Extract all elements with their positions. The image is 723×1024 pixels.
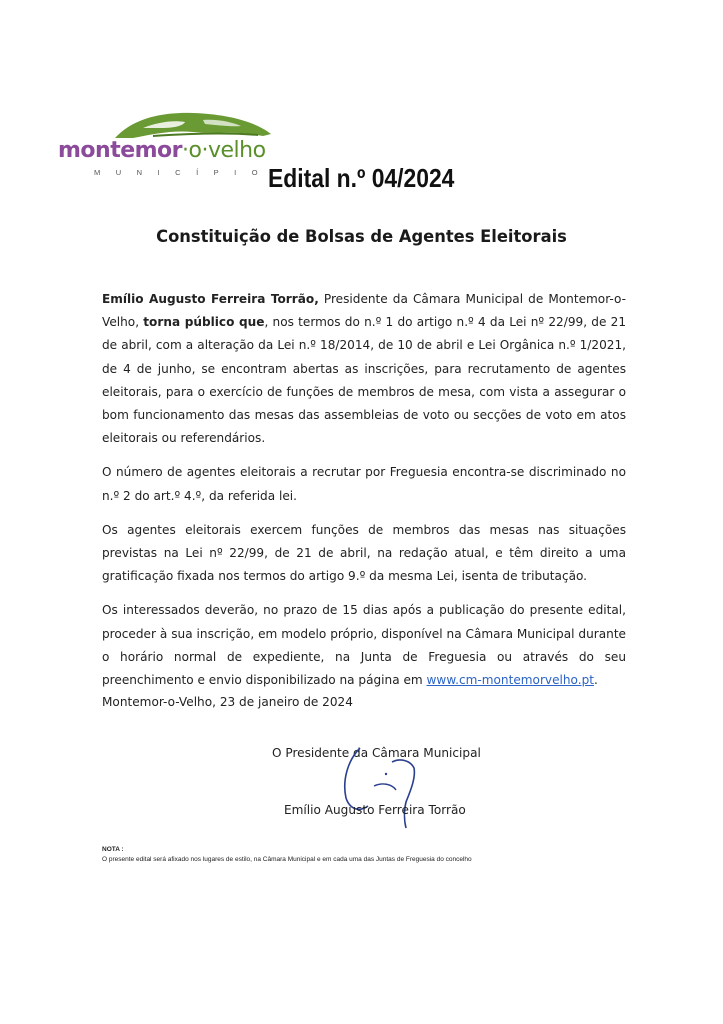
document-body [102, 288, 626, 703]
signatory-title: O Presidente da Câmara Municipal [272, 746, 481, 760]
logo-subtitle: MUNICÍPIO [94, 168, 274, 177]
logo-word-montemor: montemor [58, 138, 183, 163]
website-link[interactable]: www.cm-montemorvelho.pt [426, 673, 594, 688]
edital-title: Edital n.º 04/2024 [268, 163, 455, 193]
torna-publico: torna público que [143, 315, 265, 330]
note-text: O presente edital será afixado nos lugares de estilo, na Câmara Municipal e em cada uma das Juntas de Freguesia do concelho [102, 856, 472, 863]
municipality-logo [58, 108, 273, 188]
paragraph-2: O número de agentes eleitorais a recrutar por Freguesia encontra-se discriminado no n.º 2 do art.º 4.º, da referida lei. [102, 465, 626, 503]
paragraph-4 [102, 599, 626, 692]
paragraph-3: Os agentes eleitorais exercem funções de membros das mesas nas situações previstas na Lei nº 22/99, de 21 de abril, na redação atual, e têm direito a uma gratificação fixada nos termos do artigo 9.º da mesma Lei, isenta de tributação. [102, 522, 626, 584]
signatory-name: Emílio Augusto Ferreira Torrão [284, 803, 466, 817]
paragraph-1-text-b: , nos termos do n.º 1 do artigo n.º 4 da Lei nº 22/99, de 21 de abril, com a alteração da Lei n.º 18/2014, de 10 de abril e Lei Orgânica n.º 1/2021, de 4 de junho, se encontram abertas as inscrições, para recrutamento de agentes eleitorais, para o exercício de funções de membros de mesa, com vista a assegurar o bom funcionamento das mesas das assembleias de voto ou secções de voto em atos eleitorais ou referendários. [102, 315, 627, 446]
logo-wordmark [58, 138, 266, 163]
logo-word-velho: ·o·velho [182, 138, 266, 163]
president-name: Emílio Augusto Ferreira Torrão, [102, 292, 319, 306]
note-label: NOTA : [102, 846, 124, 853]
paragraph-4-text: Os interessados deverão, no prazo de 15 dias após a publicação do presente edital, proceder à sua inscrição, em modelo próprio, disponível na Câmara Municipal durante o horário normal de expediente, na Junta de Freguesia ou através do seu preenchimento e envio disponibilizado na página em [102, 603, 626, 688]
paragraph-1 [102, 288, 626, 450]
place-and-date: Montemor-o-Velho, 23 de janeiro de 2024 [102, 695, 353, 709]
paragraph-1-text-a: Presidente da Câmara Municipal de Montemor-o-Velho, [102, 292, 626, 330]
document-heading: Constituição de Bolsas de Agentes Eleitorais [156, 227, 567, 247]
paragraph-4-end: . [593, 673, 598, 688]
